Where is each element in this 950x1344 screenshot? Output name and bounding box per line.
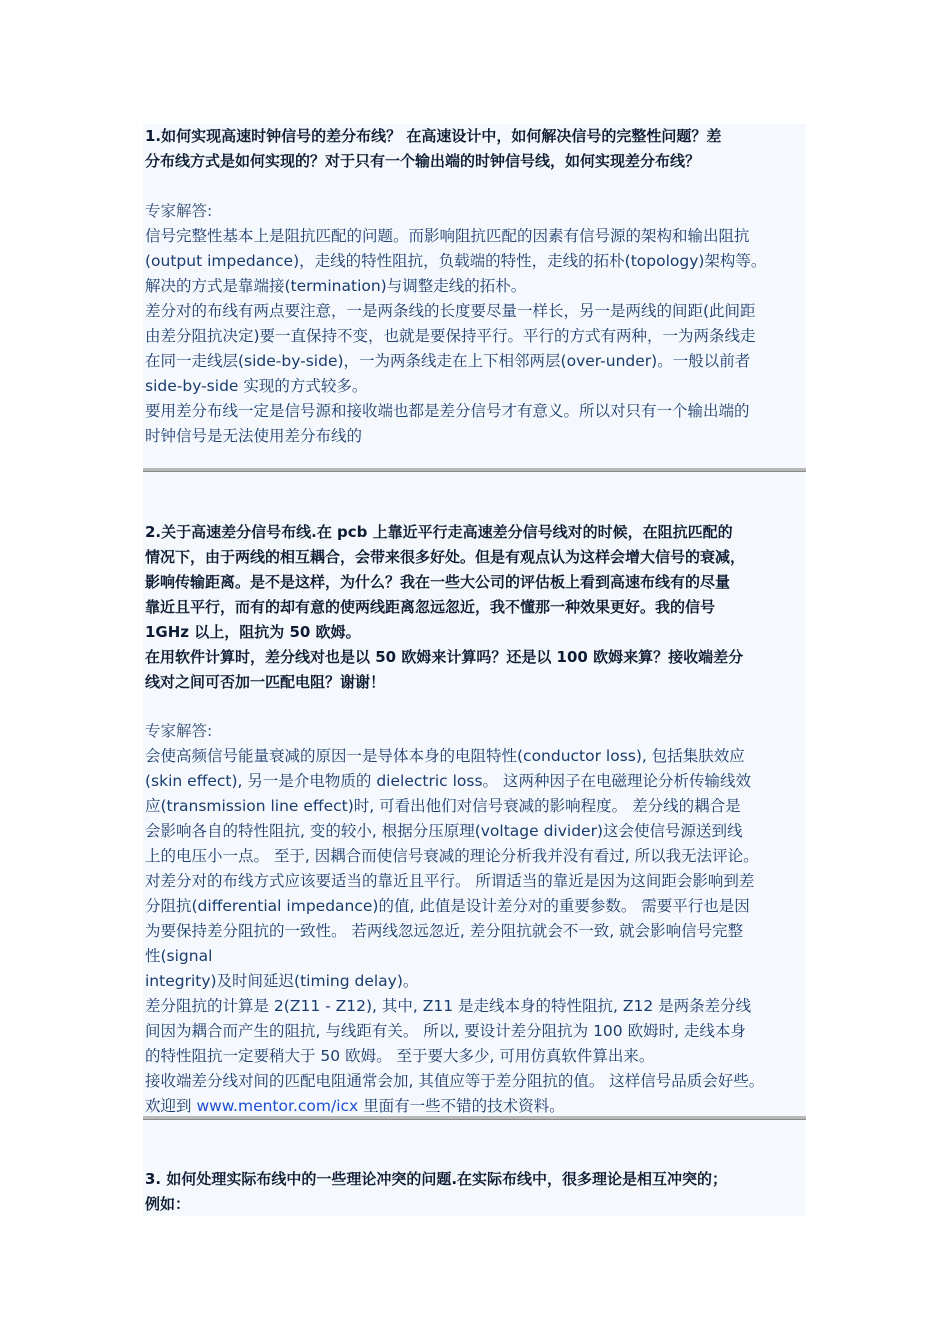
q1-answer-line: side-by-side 实现的方式较多。	[145, 377, 368, 395]
q2-question-line: 在用软件计算时，差分线对也是以 50 欧姆来计算吗？还是以 100 欧姆来算？接收端差分	[145, 648, 744, 666]
q1-answer-line: (output impedance)，走线的特性阻抗，负载端的特性，走线的拓朴(topology)架构等。	[145, 252, 767, 270]
mentor-link[interactable]: www.mentor.com/icx	[196, 1097, 359, 1115]
q2-last-line-after: 里面有一些不错的技术资料。	[358, 1097, 565, 1115]
q1-question-line: 分布线方式是如何实现的？对于只有一个输出端的时钟信号线，如何实现差分布线？	[145, 152, 701, 170]
q2-answer-line: (skin effect), 另一是介电物质的 dielectric loss。 这两种因子在电磁理论分析传输线效	[145, 772, 751, 790]
q1-answer-line: 由差分阻抗决定)要一直保持不变，也就是要保持平行。平行的方式有两种，一为两条线走	[145, 327, 756, 345]
q1-answer-line: 解决的方式是靠端接(termination)与调整走线的拓朴。	[145, 277, 527, 295]
q2-answer-last-line	[145, 1094, 565, 1119]
q2-last-line-before: 欢迎到	[145, 1097, 197, 1115]
q2-answer-line: 上的电压小一点。 至于, 因耦合而使信号衰减的理论分析我并没有看过, 所以我无法评论。	[145, 847, 759, 865]
q2-answer-line: 差分阻抗的计算是 2(Z11 - Z12), 其中, Z11 是走线本身的特性阻抗, Z12 是两条差分线	[145, 997, 752, 1015]
q2-question-line: 影响传输距离。是不是这样，为什么？我在一些大公司的评估板上看到高速布线有的尽量	[145, 573, 731, 591]
q2-answer-line: 性(signal	[145, 947, 213, 965]
q1-answer-line: 差分对的布线有两点要注意，一是两条线的长度要尽量一样长，另一是两线的间距(此间距	[145, 302, 756, 320]
q1-answer-line: 时钟信号是无法使用差分布线的	[145, 427, 363, 445]
q3-question-line: 例如：	[145, 1195, 191, 1213]
q1-question-line: 1.如何实现高速时钟信号的差分布线？ 在高速设计中，如何解决信号的完整性问题？差	[145, 127, 722, 145]
q2-question-line: 靠近且平行，而有的却有意的使两线距离忽远忽近，我不懂那一种效果更好。我的信号	[145, 598, 716, 616]
q2-question-line: 1GHz 以上，阻抗为 50 欧姆。	[145, 623, 361, 641]
q2-question-line: 情况下，由于两线的相互耦合，会带来很多好处。但是有观点认为这样会增大信号的衰减，	[145, 548, 746, 566]
q1-answer-line: 要用差分布线一定是信号源和接收端也都是差分信号才有意义。所以对只有一个输出端的	[145, 402, 750, 420]
q2-question-line: 线对之间可否加一匹配电阻？谢谢！	[145, 673, 386, 691]
q2-answer-line: 分阻抗(differential impedance)的值, 此值是设计差分对的重要参数。 需要平行也是因	[145, 897, 750, 915]
q3-question-line: 3. 如何处理实际布线中的一些理论冲突的问题.在实际布线中，很多理论是相互冲突的；	[145, 1170, 728, 1188]
q2-answer-line: 对差分对的布线方式应该要适当的靠近且平行。 所谓适当的靠近是因为这间距会影响到差	[145, 872, 755, 890]
q2-answer-label: 专家解答:	[145, 722, 213, 740]
q2-answer-line: 间因为耦合而产生的阻抗, 与线距有关。 所以, 要设计差分阻抗为 100 欧姆时, 走线本身	[145, 1022, 746, 1040]
q1-answer-label: 专家解答:	[145, 202, 213, 220]
q2-answer-line: 会使高频信号能量衰减的原因一是导体本身的电阻特性(conductor loss), 包括集肤效应	[145, 747, 745, 765]
q2-answer-line: 为要保持差分阻抗的一致性。 若两线忽远忽近, 差分阻抗就会不一致, 就会影响信号完整	[145, 922, 744, 940]
q2-answer-line: integrity)及时间延迟(timing delay)。	[145, 972, 419, 990]
q2-answer-line: 的特性阻抗一定要稍大于 50 欧姆。 至于要大多少, 可用仿真软件算出来。	[145, 1047, 655, 1065]
q2-question-line: 2.关于高速差分信号布线.在 pcb 上靠近平行走高速差分信号线对的时候，在阻抗匹配的	[145, 523, 733, 541]
q1-answer-line: 信号完整性基本上是阻抗匹配的问题。而影响阻抗匹配的因素有信号源的架构和输出阻抗	[145, 227, 750, 245]
q2-answer-line: 会影响各自的特性阻抗, 变的较小, 根据分压原理(voltage divider)这会使信号源送到线	[145, 822, 743, 840]
q2-answer-line: 接收端差分线对间的匹配电阻通常会加, 其值应等于差分阻抗的值。 这样信号品质会好些。	[145, 1072, 765, 1090]
q2-answer-line: 应(transmission line effect)时, 可看出他们对信号衰减的影响程度。 差分线的耦合是	[145, 797, 741, 815]
q1-answer-line: 在同一走线层(side-by-side)，一为两条线走在上下相邻两层(over-under)。一般以前者	[145, 352, 751, 370]
